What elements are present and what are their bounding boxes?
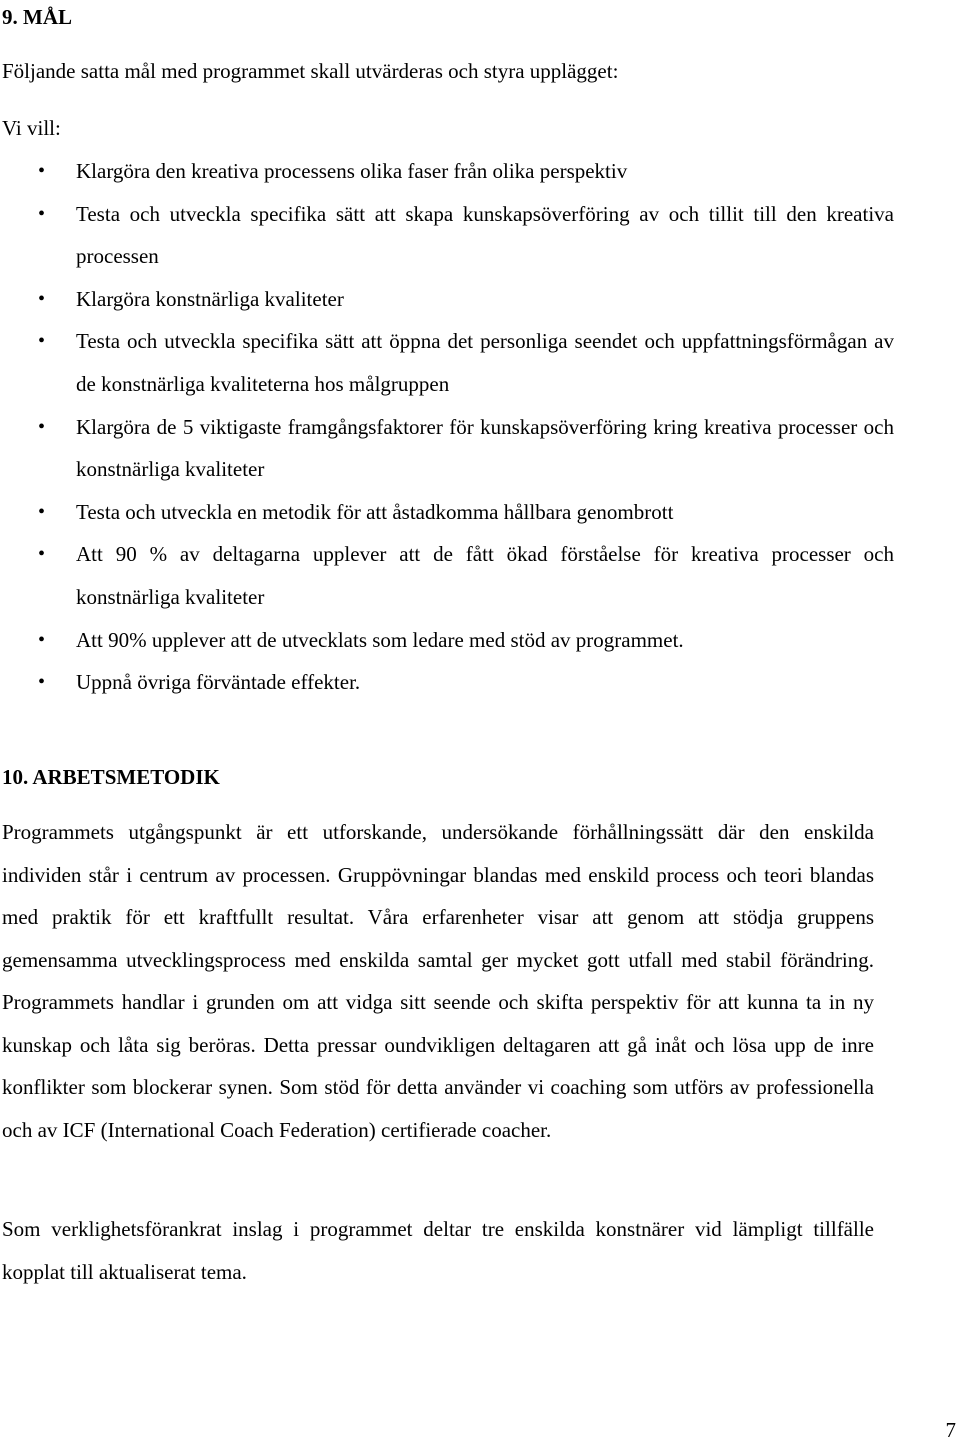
list-item-text: Klargöra de 5 viktigaste framgångsfaktorer för kunskapsöverföring kring kreativa processer och konstnärliga kvaliteter bbox=[76, 414, 894, 482]
section-10-title: 10. ARBETSMETODIK bbox=[2, 765, 220, 789]
list-item-text: Testa och utveckla specifika sätt att öppna det personliga seendet och uppfattningsförmågan av de konstnärliga kvaliteterna hos målgruppen bbox=[76, 329, 894, 396]
section-10-paragraph-2: Som verklighetsförankrat inslag i programmet deltar tre enskilda konstnärer vid lämpligt tillfälle kopplat till aktualiserat tema. bbox=[2, 1217, 874, 1284]
bullet-icon: • bbox=[38, 415, 46, 438]
bullet-icon: • bbox=[38, 202, 46, 225]
list-item bbox=[0, 406, 894, 491]
section-9-intro: Följande satta mål med programmet skall utvärderas och styra upplägget: bbox=[2, 59, 619, 83]
bullet-icon: • bbox=[38, 500, 46, 523]
list-item-text: Testa och utveckla specifika sätt att skapa kunskapsöverföring av och tillit till den kreativa processen bbox=[76, 201, 894, 269]
list-item-text: Att 90 % av deltagarna upplever att de fått ökad förståelse för kreativa processer och konstnärliga kvaliteter bbox=[76, 542, 894, 609]
bullet-icon: • bbox=[38, 628, 46, 651]
section-9-lead: Vi vill: bbox=[2, 116, 61, 140]
section-10-paragraph-1: Programmets utgångspunkt är ett utforskande, undersökande förhållningssätt där den enskilda individen står i centrum av processen. Gruppövningar blandas med enskild process och teori blandas med praktik för ett kraftfullt resultat. Våra erfarenheter visar att genom att stödja gruppens gemensamma utvecklingsprocess med enskilda samtal ger mycket gott utfall med stabil förändring. Programmets handlar i grunden om att vidga sitt seende och skifta perspektiv för att kunna ta in ny kunskap och låta sig beröras. Detta pressar oundvikligen deltagaren att gå inåt och lösa upp de inre konflikter som blockerar synen. Som stöd för detta använder vi coaching som utförs av professionella och av ICF (International Coach Federation) certifierade coacher. bbox=[2, 820, 874, 1142]
bullet-icon: • bbox=[38, 543, 46, 566]
list-item-text: Testa och utveckla en metodik för att åstadkomma hållbara genombrott bbox=[76, 499, 674, 524]
goals-list bbox=[0, 150, 894, 704]
bullet-icon: • bbox=[38, 330, 46, 353]
page-number: 7 bbox=[945, 1418, 956, 1442]
bullet-icon: • bbox=[38, 160, 46, 182]
list-item-text: Att 90% upplever att de utvecklats som ledare med stöd av programmet. bbox=[76, 627, 684, 652]
list-item bbox=[0, 150, 894, 193]
list-item-text: Uppnå övriga förväntade effekter. bbox=[76, 670, 361, 695]
list-item-text: Klargöra den kreativa processens olika faser från olika perspektiv bbox=[76, 159, 628, 183]
list-item bbox=[0, 619, 894, 662]
section-9-title: 9. MÅL bbox=[2, 5, 72, 29]
bullet-icon: • bbox=[38, 671, 46, 694]
list-item bbox=[0, 491, 894, 534]
list-item bbox=[0, 320, 894, 405]
list-item bbox=[0, 193, 894, 278]
list-item bbox=[0, 533, 894, 618]
list-item bbox=[0, 278, 894, 321]
list-item bbox=[0, 661, 894, 704]
list-item-text: Klargöra konstnärliga kvaliteter bbox=[76, 286, 344, 311]
bullet-icon: • bbox=[38, 287, 46, 310]
